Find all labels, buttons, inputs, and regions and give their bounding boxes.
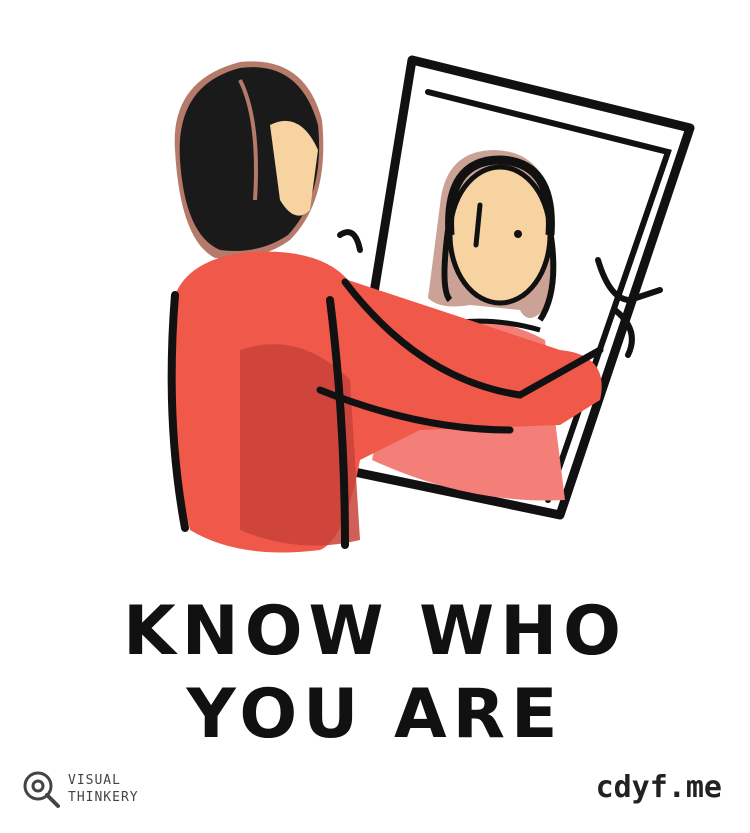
caption-line-1: KNOW WHO xyxy=(123,592,627,671)
site-url: cdyf.me xyxy=(595,770,722,805)
brand-logo xyxy=(20,768,200,812)
brand-name xyxy=(68,772,139,806)
brand-line-2: THINKERY xyxy=(68,790,139,805)
brand-line-1: VISUAL xyxy=(68,773,121,788)
magnifier-icon xyxy=(20,768,64,812)
caption-line-2: YOU ARE xyxy=(186,675,564,754)
